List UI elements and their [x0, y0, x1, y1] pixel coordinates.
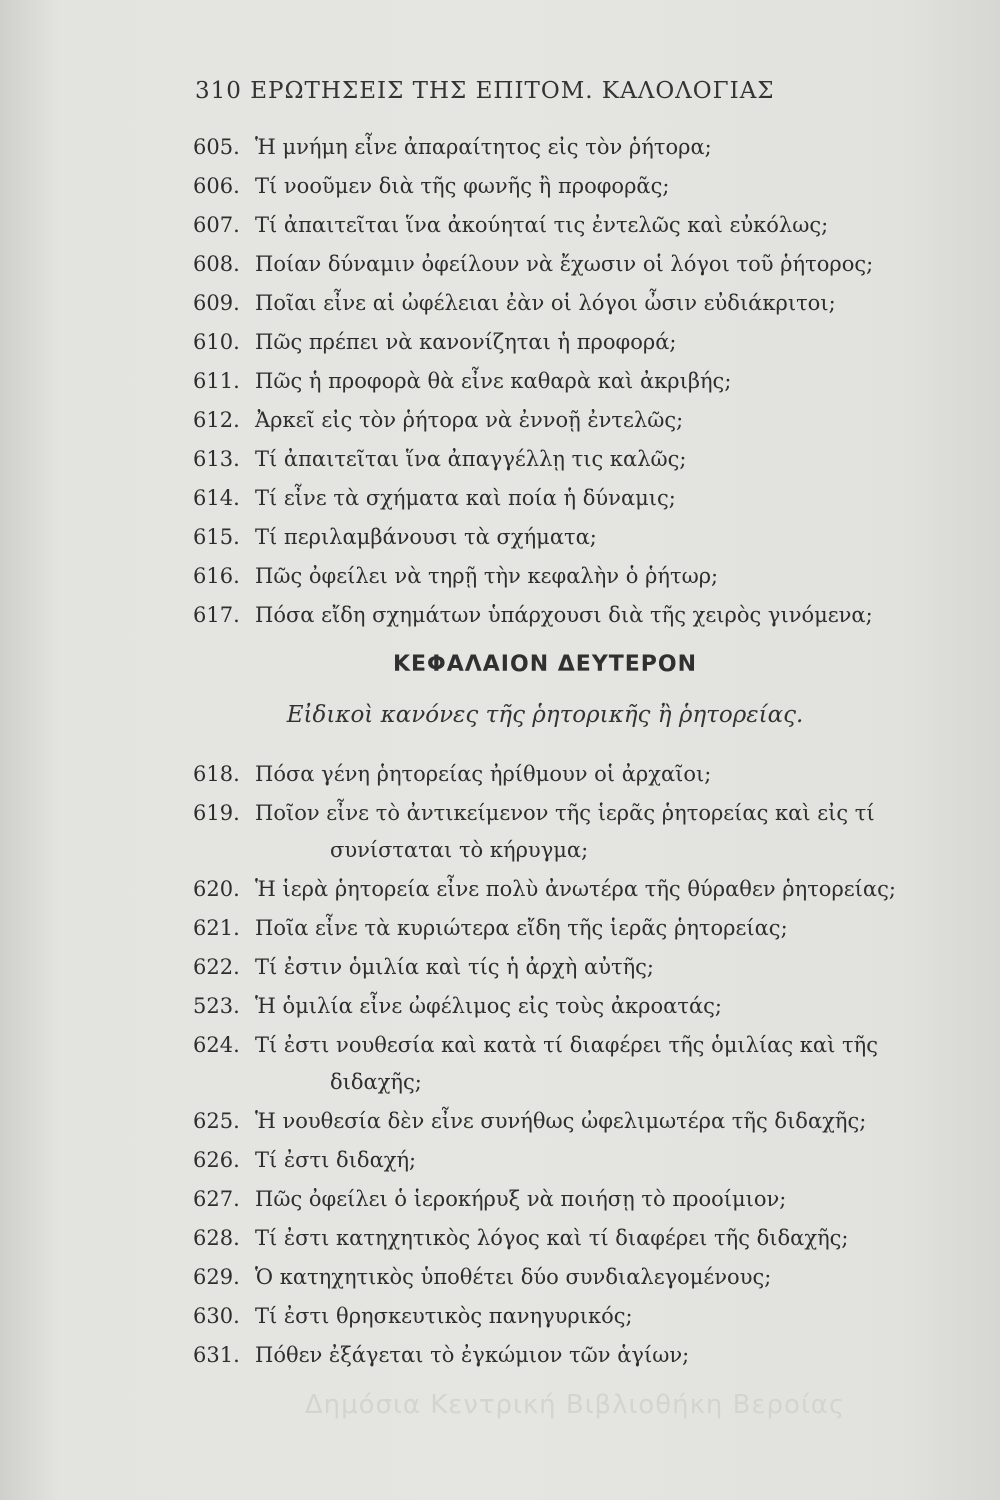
question-item	[193, 135, 712, 159]
watermark-text: Δημόσια Κεντρική Βιβλιοθήκη Βεροίας	[304, 1390, 846, 1420]
question-text: Ὁ κατηχητικὸς ὑποθέτει δύο συνδιαλεγομένους;	[255, 1265, 772, 1289]
question-item	[193, 525, 597, 549]
question-number: 626.	[193, 1148, 240, 1172]
question-continuation	[330, 838, 588, 862]
question-number: 621.	[193, 916, 240, 940]
question-item	[193, 994, 722, 1018]
question-item	[193, 1343, 689, 1367]
question-text: Τί ἐστι θρησκευτικὸς πανηγυρικός;	[255, 1304, 633, 1328]
question-number: 624.	[193, 1033, 240, 1057]
question-item	[193, 1148, 416, 1172]
question-item	[193, 1304, 633, 1328]
chapter-heading	[0, 652, 1000, 677]
question-text: Τί ἀπαιτεῖται ἵνα ἀπαγγέλλῃ τις καλῶς;	[255, 447, 687, 471]
question-number: 630.	[193, 1304, 240, 1328]
question-item	[193, 916, 788, 940]
question-item	[193, 955, 654, 979]
question-number: 523.	[193, 994, 240, 1018]
question-number: 631.	[193, 1343, 240, 1367]
question-item	[193, 564, 718, 588]
question-number: 619.	[193, 801, 240, 825]
question-text: Τί ἐστι διδαχή;	[255, 1148, 417, 1172]
question-text: Τί νοοῦμεν διὰ τῆς φωνῆς ἢ προφορᾶς;	[255, 174, 670, 198]
question-number: 618.	[193, 762, 240, 786]
question-number: 616.	[193, 564, 240, 588]
question-number: 615.	[193, 525, 240, 549]
question-text: Τί ἐστι κατηχητικὸς λόγος καὶ τί διαφέρει τῆς διδαχῆς;	[255, 1226, 849, 1250]
chapter-subtitle-text: Εἰδικοὶ κανόνες τῆς ῥητορικῆς ἢ ῥητορείας.	[286, 702, 804, 728]
question-text: Ποίαν δύναμιν ὀφείλουν νὰ ἔχωσιν οἱ λόγοι τοῦ ῥήτορος;	[255, 252, 874, 276]
question-item	[193, 330, 677, 354]
question-number: 627.	[193, 1187, 240, 1211]
question-continuation	[330, 1070, 422, 1094]
question-text: Πῶς ἡ προφορὰ θὰ εἶνε καθαρὰ καὶ ἀκριβής;	[255, 369, 732, 393]
question-item	[193, 1265, 771, 1289]
question-item	[193, 1187, 786, 1211]
question-number: 617.	[193, 603, 240, 627]
chapter-subtitle	[0, 702, 1000, 728]
question-item	[193, 213, 828, 237]
question-text: διδαχῆς;	[330, 1070, 422, 1094]
question-item	[193, 1033, 878, 1057]
question-number: 605.	[193, 135, 240, 159]
question-text: Πόσα γένη ῥητορείας ἠρίθμουν οἱ ἀρχαῖοι;	[255, 762, 712, 786]
question-number: 610.	[193, 330, 240, 354]
question-number: 625.	[193, 1109, 240, 1133]
question-text: Τί ἐστιν ὁμιλία καὶ τίς ἡ ἀρχὴ αὐτῆς;	[255, 955, 654, 979]
question-text: Ἡ νουθεσία δὲν εἶνε συνήθως ὠφελιμωτέρα τῆς διδαχῆς;	[255, 1109, 867, 1133]
question-text: Τί ἐστι νουθεσία καὶ κατὰ τί διαφέρει τῆς ὁμιλίας καὶ τῆς	[255, 1033, 878, 1057]
question-number: 622.	[193, 955, 240, 979]
question-item	[193, 447, 687, 471]
question-text: Πῶς ὀφείλει ὁ ἱεροκήρυξ νὰ ποιήσῃ τὸ προοίμιον;	[255, 1187, 787, 1211]
question-text: Ποῖα εἶνε τὰ κυριώτερα εἴδη τῆς ἱερᾶς ῥητορείας;	[255, 916, 788, 940]
question-number: 620.	[193, 877, 240, 901]
question-text: Τί περιλαμβάνουσι τὰ σχήματα;	[255, 525, 597, 549]
question-text: συνίσταται τὸ κήρυγμα;	[330, 838, 589, 862]
question-number: 609.	[193, 291, 240, 315]
question-text: Ἡ ἱερὰ ῥητορεία εἶνε πολὺ ἀνωτέρα τῆς θύραθεν ῥητορείας;	[255, 877, 896, 901]
question-number: 613.	[193, 447, 240, 471]
question-number: 606.	[193, 174, 240, 198]
question-number: 611.	[193, 369, 240, 393]
question-item	[193, 291, 836, 315]
question-item	[193, 762, 711, 786]
question-item	[193, 1109, 866, 1133]
question-number: 614.	[193, 486, 240, 510]
question-text: Πόσα εἴδη σχημάτων ὑπάρχουσι διὰ τῆς χειρὸς γινόμενα;	[255, 603, 873, 627]
question-item	[193, 369, 731, 393]
question-number: 629.	[193, 1265, 240, 1289]
question-item	[193, 603, 873, 627]
running-header: 310 ΕΡΩΤΗΣΕΙΣ ΤΗΣ ΕΠΙΤΟΜ. ΚΑΛΟΛΟΓΙΑΣ	[195, 78, 775, 104]
question-text: Ἀρκεῖ εἰς τὸν ῥήτορα νὰ ἐννοῇ ἐντελῶς;	[255, 408, 684, 432]
question-number: 628.	[193, 1226, 240, 1250]
question-item	[193, 174, 669, 198]
question-number: 607.	[193, 213, 240, 237]
question-text: Ποῖαι εἶνε αἱ ὠφέλειαι ἐὰν οἱ λόγοι ὦσιν εὐδιάκριτοι;	[255, 291, 836, 315]
library-watermark	[0, 1390, 1000, 1420]
question-text: Ἡ ὁμιλία εἶνε ὠφέλιμος εἰς τοὺς ἀκροατάς;	[255, 994, 722, 1018]
chapter-heading-text: ΚΕΦΑΛΑΙΟΝ ΔΕΥΤΕΡΟΝ	[392, 652, 698, 677]
question-item	[193, 801, 875, 825]
question-text: Πόθεν ἐξάγεται τὸ ἐγκώμιον τῶν ἁγίων;	[255, 1343, 690, 1367]
question-text: Τί ἀπαιτεῖται ἵνα ἀκούηταί τις ἐντελῶς καὶ εὐκόλως;	[255, 213, 829, 237]
question-item	[193, 877, 896, 901]
question-item	[193, 252, 873, 276]
question-text: Πῶς ὀφείλει νὰ τηρῇ τὴν κεφαλὴν ὁ ῥήτωρ;	[255, 564, 719, 588]
question-number: 608.	[193, 252, 240, 276]
question-item	[193, 408, 683, 432]
question-text: Τί εἶνε τὰ σχήματα καὶ ποία ἡ δύναμις;	[255, 486, 676, 510]
question-number: 612.	[193, 408, 240, 432]
question-text: Ποῖον εἶνε τὸ ἀντικείμενον τῆς ἱερᾶς ῥητορείας καὶ εἰς τί	[255, 801, 875, 825]
question-text: Ἡ μνήμη εἶνε ἀπαραίτητος εἰς τὸν ῥήτορα;	[255, 135, 712, 159]
question-text: Πῶς πρέπει νὰ κανονίζηται ἡ προφορά;	[255, 330, 677, 354]
question-item	[193, 1226, 849, 1250]
question-item	[193, 486, 676, 510]
